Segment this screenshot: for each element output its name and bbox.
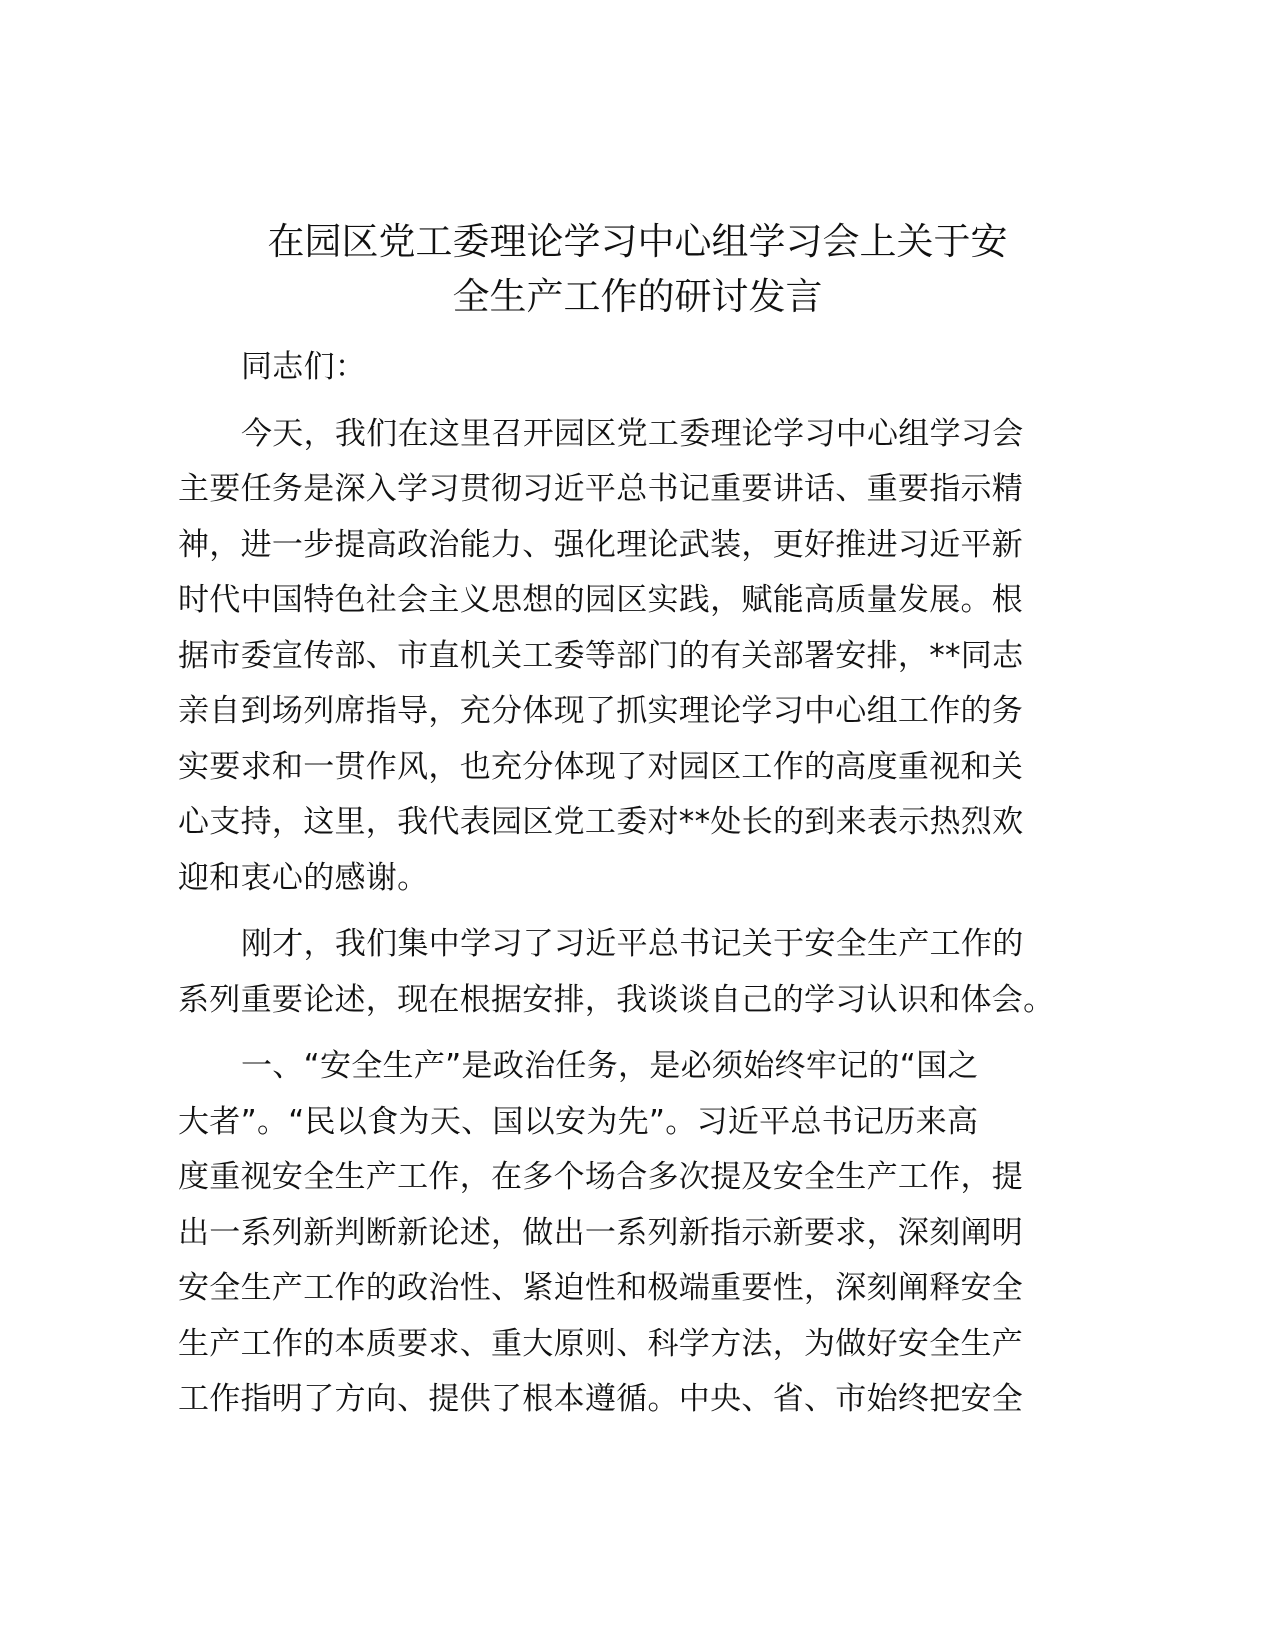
text-line: 亲自到场列席指导，充分体现了抓实理论学习中心组工作的务 xyxy=(178,693,1024,729)
text-line: 实要求和一贯作风，也充分体现了对园区工作的高度重视和关 xyxy=(178,748,1024,785)
paragraph xyxy=(178,922,1055,1033)
text-line: 系列重要论述，现在根据安排，我谈谈自己的学习认识和体会。 xyxy=(178,981,1055,1018)
text-line: 迎和衷心的感谢。 xyxy=(178,859,429,896)
document-title-line-1: 在园区党工委理论学习中心组学习会上关于安 xyxy=(267,220,1008,263)
paragraph xyxy=(178,1044,1038,1433)
text-line: 度重视安全生产工作，在多个场合多次提及安全生产工作，提 xyxy=(178,1159,1024,1195)
text-line: 刚才，我们集中学习了习近平总书记关于安全生产工作的 xyxy=(241,926,1024,962)
text-line: 同志们： xyxy=(241,349,367,385)
text-line: 工作指明了方向、提供了根本遵循。中央、省、市始终把安全 xyxy=(178,1381,1024,1417)
text-line: 心支持，这里，我代表园区党工委对**处长的到来表示热烈欢 xyxy=(178,804,1024,840)
document-body xyxy=(178,345,1055,1444)
paragraph xyxy=(178,412,1038,912)
text-line: 今天，我们在这里召开园区党工委理论学习中心组学习会 xyxy=(241,415,1024,452)
text-line: 安全生产工作的政治性、紧迫性和极端重要性，深刻阐释安全 xyxy=(178,1270,1024,1306)
text-line: 出一系列新判断新论述，做出一系列新指示新要求，深刻阐明 xyxy=(178,1214,1024,1251)
text-line: 神，进一步提高政治能力、强化理论武装，更好推进习近平新 xyxy=(178,526,1024,563)
text-line: 生产工作的本质要求、重大原则、科学方法，为做好安全生产 xyxy=(178,1325,1024,1362)
paragraph xyxy=(178,345,1038,401)
text-line: 一、“安全生产”是政治任务，是必须始终牢记的“国之 xyxy=(241,1048,979,1084)
text-line: 大者”。“民以食为天、国以安为先”。习近平总书记历来高 xyxy=(178,1103,979,1140)
text-line: 主要任务是深入学习贯彻习近平总书记重要讲话、重要指示精 xyxy=(178,471,1024,507)
document-title-line-2: 全生产工作的研讨发言 xyxy=(452,275,823,318)
text-line: 据市委宣传部、市直机关工委等部门的有关部署安排，**同志 xyxy=(178,637,1024,674)
text-line: 时代中国特色社会主义思想的园区实践，赋能高质量发展。根 xyxy=(178,582,1024,618)
